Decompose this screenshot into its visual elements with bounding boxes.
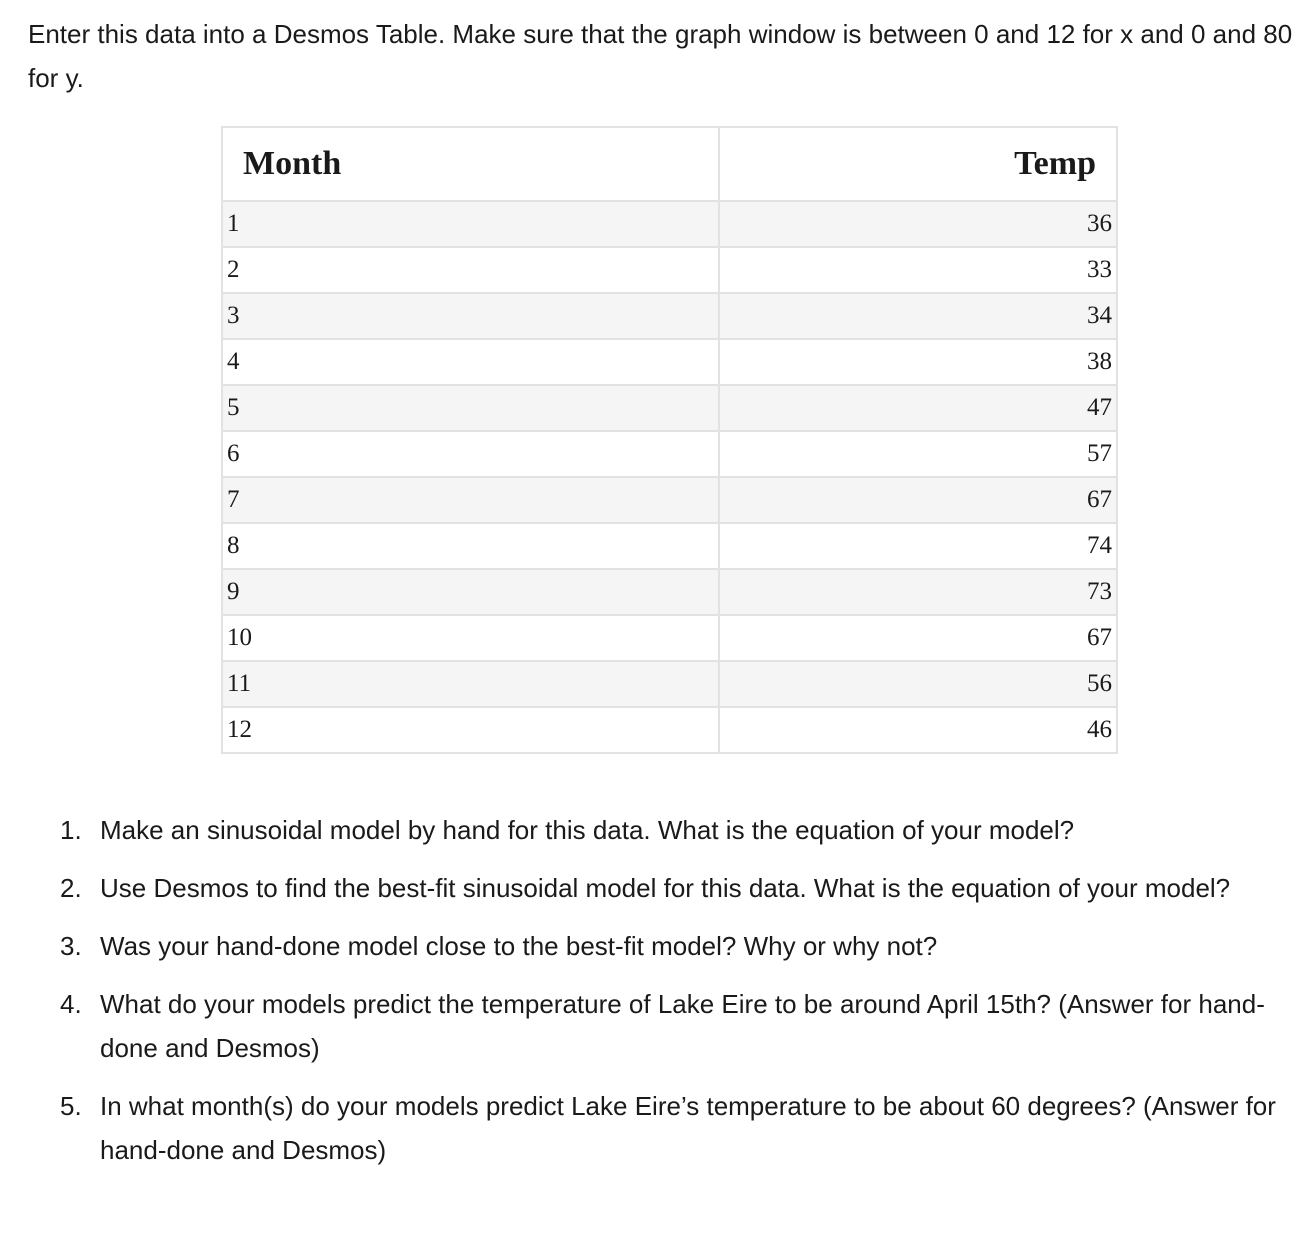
question-item xyxy=(60,866,1300,910)
question-text: In what month(s) do your models predict Lake Eire’s temperature to be about 60 degrees? (Answer for hand-done and Desmos) xyxy=(100,1091,1276,1165)
table-row xyxy=(222,339,1117,385)
table-row xyxy=(222,201,1117,247)
question-text: What do your models predict the temperature of Lake Eire to be around April 15th? (Answer for hand-done and Desmos) xyxy=(100,989,1265,1063)
month-cell: 1 xyxy=(222,201,719,247)
question-item xyxy=(60,1084,1300,1172)
temp-cell: 67 xyxy=(719,477,1117,523)
month-cell: 7 xyxy=(222,477,719,523)
table-row xyxy=(222,247,1117,293)
month-cell: 9 xyxy=(222,569,719,615)
column-header-temp: Temp xyxy=(719,127,1117,201)
temp-cell: 38 xyxy=(719,339,1117,385)
month-cell: 3 xyxy=(222,293,719,339)
question-list xyxy=(60,808,1300,1186)
temp-cell: 46 xyxy=(719,707,1117,753)
question-number: 5. xyxy=(60,1091,82,1121)
month-cell: 12 xyxy=(222,707,719,753)
table-row xyxy=(222,569,1117,615)
table-row xyxy=(222,385,1117,431)
temp-cell: 36 xyxy=(719,201,1117,247)
table-row xyxy=(222,523,1117,569)
question-text: Make an sinusoidal model by hand for this data. What is the equation of your model? xyxy=(100,815,1075,845)
question-item xyxy=(60,808,1300,852)
question-number: 4. xyxy=(60,989,82,1019)
question-text: Was your hand-done model close to the best-fit model? Why or why not? xyxy=(100,931,938,961)
table-body xyxy=(222,201,1117,753)
question-item xyxy=(60,982,1300,1070)
table-row xyxy=(222,707,1117,753)
table-row xyxy=(222,293,1117,339)
temp-cell: 56 xyxy=(719,661,1117,707)
question-item xyxy=(60,924,1300,968)
month-cell: 4 xyxy=(222,339,719,385)
instructions-text: Enter this data into a Desmos Table. Make sure that the graph window is between 0 and 12 for x and 0 and 80 for y. xyxy=(28,19,1293,93)
month-cell: 6 xyxy=(222,431,719,477)
temp-cell: 57 xyxy=(719,431,1117,477)
temp-cell: 67 xyxy=(719,615,1117,661)
question-text: Use Desmos to find the best-fit sinusoidal model for this data. What is the equation of your model? xyxy=(100,873,1231,903)
month-cell: 5 xyxy=(222,385,719,431)
month-cell: 2 xyxy=(222,247,719,293)
temp-cell: 34 xyxy=(719,293,1117,339)
table-header-row xyxy=(222,127,1117,201)
table-row xyxy=(222,431,1117,477)
table-row xyxy=(222,615,1117,661)
question-number: 2. xyxy=(60,873,82,903)
question-number: 3. xyxy=(60,931,82,961)
table-row xyxy=(222,661,1117,707)
month-cell: 8 xyxy=(222,523,719,569)
temp-cell: 47 xyxy=(719,385,1117,431)
temp-cell: 73 xyxy=(719,569,1117,615)
month-cell: 10 xyxy=(222,615,719,661)
temp-cell: 33 xyxy=(719,247,1117,293)
temp-cell: 74 xyxy=(719,523,1117,569)
column-header-month: Month xyxy=(222,127,719,201)
data-table xyxy=(221,126,1118,754)
table-row xyxy=(222,477,1117,523)
question-number: 1. xyxy=(60,815,82,845)
month-cell: 11 xyxy=(222,661,719,707)
